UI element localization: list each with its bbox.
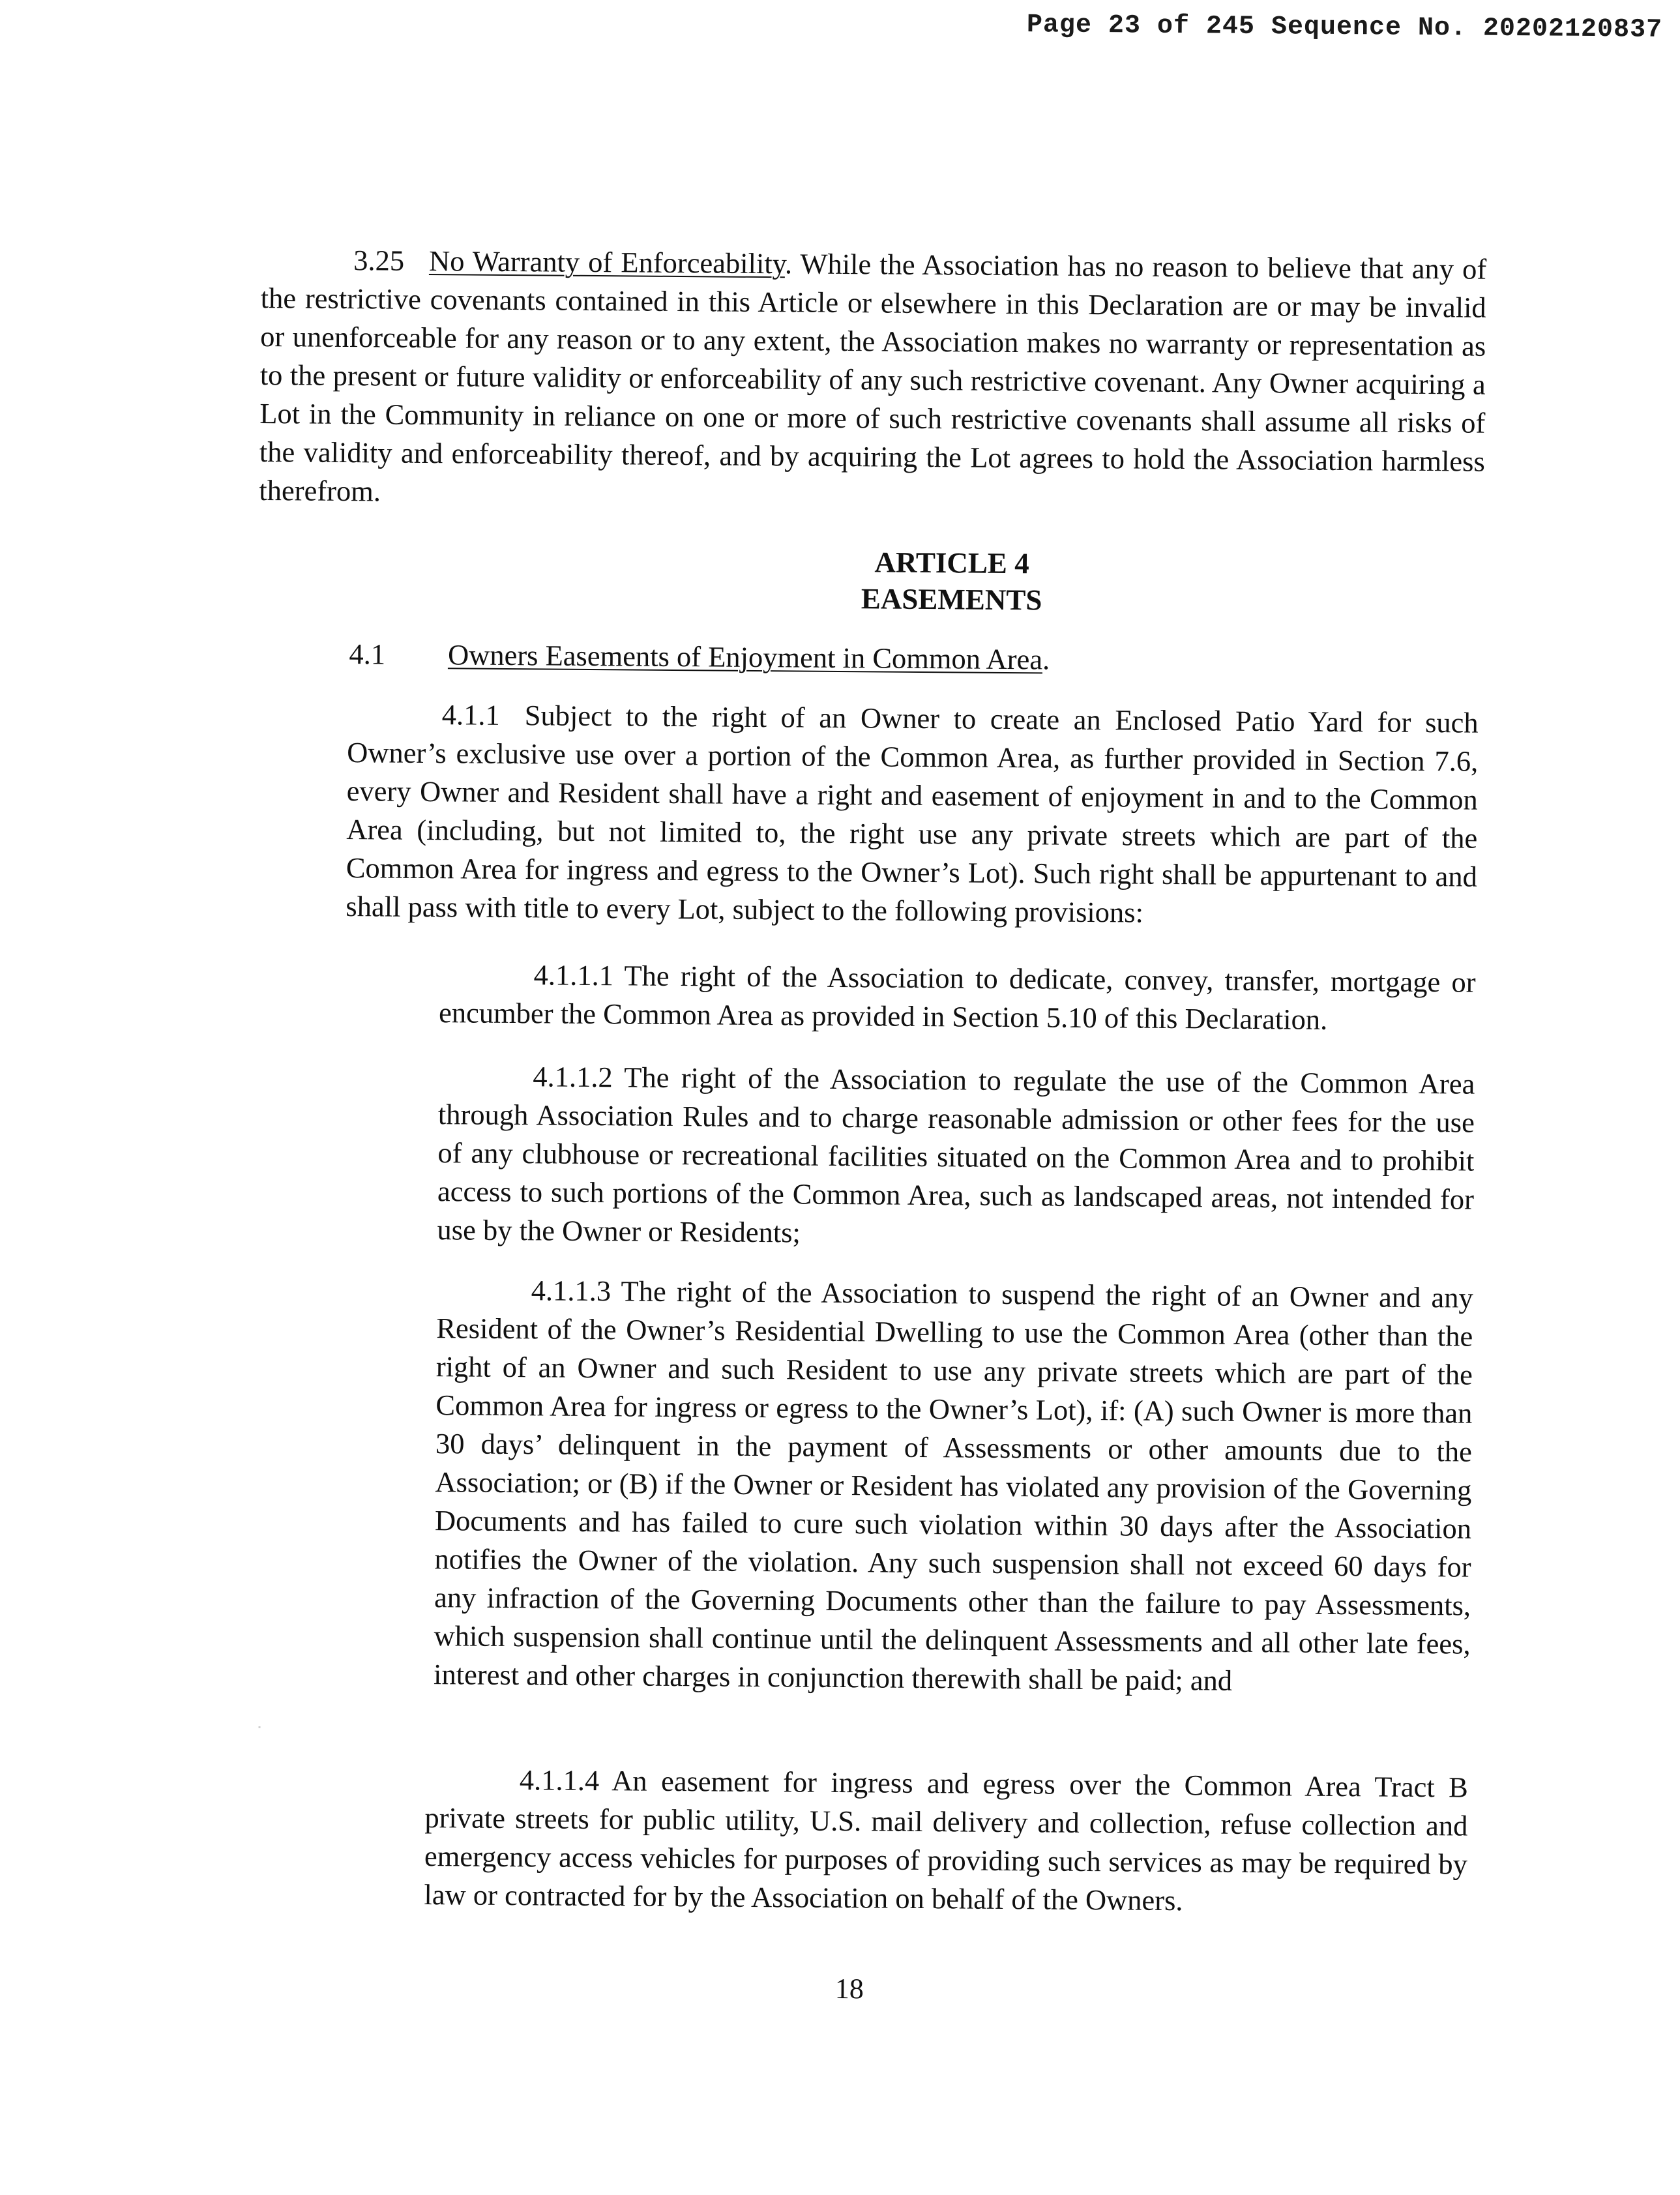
section-number: 4.1.1 [441, 698, 500, 731]
provision-body: The right of the Association to suspend the right of an Owner and any Resident of the Owner’s Residential Dwelling to use the Common Area (other than the right of an Owner and such Resident to use any private streets which are part of the Common Area for ingress or egress to the Owner’s Lot), if: (A) such Owner is more than 30 days’ delinquent in the payment of Assessments or other amounts due to the Association; or (B) if the Owner or Resident has violated any provision of the Governing Documents and has failed to cure such violation within 30 days after the Association notifies the Owner of the violation. Any such suspension shall not exceed 60 days for any infraction of the Governing Documents other than the failure to pay Assessments, which suspension shall continue until the delinquent Assessments and all other late fees, interest and other charges in conjunction therewith shall be paid; and [433, 1274, 1473, 1697]
provision-number: 4.1.1.1 [533, 958, 614, 992]
section-number: 3.25 [353, 244, 405, 277]
provision-body: The right of the Association to regulate the use of the Common Area through Association Rules and to charge reasonable admission or other fees for the use of any clubhouse or recreational facilities situated on the Common Area and to prohibit access to such portions of the Common Area, such as landscaped areas, not intended for use by the Owner or Residents; [437, 1061, 1475, 1249]
provision-number: 4.1.1.2 [533, 1060, 613, 1094]
provision-number: 4.1.1.3 [531, 1274, 612, 1308]
section-number: 4.1 [349, 638, 386, 671]
section-3-25 [259, 241, 1486, 520]
sequence-stamp: Page 23 of 245 Sequence No. 20202120837 [1026, 10, 1663, 45]
section-title-suffix: . [1042, 643, 1050, 676]
provision-4-1-1-2 [437, 1057, 1475, 1257]
section-title: No Warranty of Enforceability [428, 244, 786, 280]
provision-4-1-1-4 [424, 1760, 1468, 1922]
article-label: ARTICLE 4 [874, 546, 1029, 580]
provision-body: An easement for ingress and egress over the Common Area Tract B private streets for public utility, U.S. mail delivery and collection, refuse collection and emergency access vehicles for purposes of providing such services as may be required by law or contracted for by the Association on behalf of the Owners. [424, 1764, 1469, 1917]
section-body: Subject to the right of an Owner to create an Enclosed Patio Yard for such Owner’s exclusive use over a portion of the Common Area, as further provided in Section 7.6, every Owner and Resident shall have a right and easement of enjoyment in and to the Common Area (including, but not limited to, the right use any private streets which are part of the Common Area for ingress and egress to the Owner’s Lot). Such right shall be appurtenant to and shall pass with title to every Lot, subject to the following provisions: [346, 699, 1479, 929]
article-title: EASEMENTS [861, 582, 1042, 617]
provision-4-1-1-3 [434, 1271, 1473, 1701]
provision-4-1-1-1 [439, 955, 1476, 1040]
section-body: . While the Association has no reason to believe that any of the restrictive covenants contained in this Article or elsewhere in this Declaration are or may be invalid or unenforceable for any reason or to any extent, the Association makes no warranty or representation as to the present or future validity or enforceability of any such restrictive covenant. Any Owner acquiring a Lot in the Community in reliance on one or more of such restrictive covenants shall assume all risks of the validity and enforceability thereof, and by acquiring the Lot agrees to hold the Association harmless therefrom. [259, 247, 1487, 508]
scan-speck [259, 1726, 261, 1728]
provision-body: The right of the Association to dedicate, convey, transfer, mortgage or encumber the Common Area as provided in Section 5.10 of this Declaration. [438, 959, 1476, 1036]
section-title: Owners Easements of Enjoyment in Common Area [447, 638, 1043, 676]
provision-number: 4.1.1.4 [519, 1763, 600, 1797]
page-number: 18 [834, 1972, 864, 2005]
section-4-1-1 [346, 695, 1479, 935]
section-4-1-heading [349, 635, 1050, 679]
